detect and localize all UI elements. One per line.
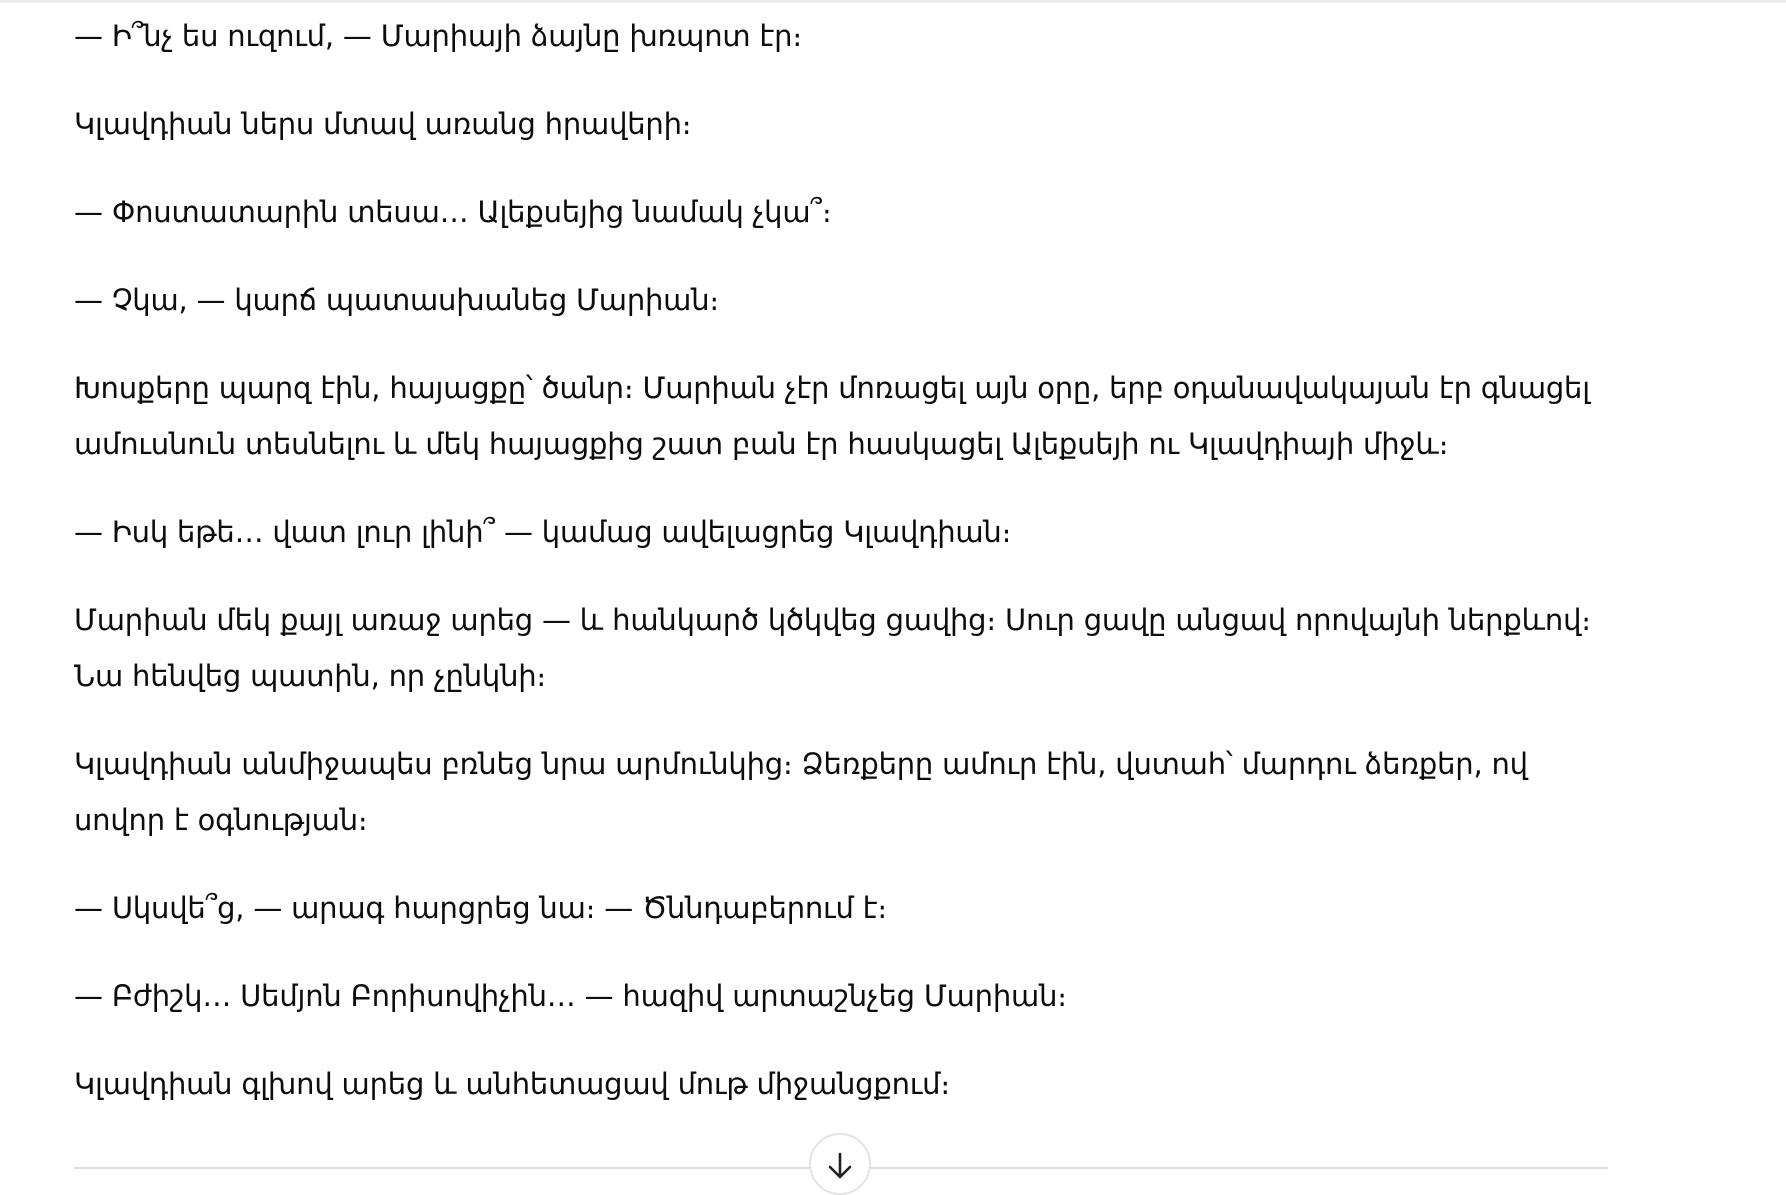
message-paragraph: Կլավդիան գլխով արեց և անհետացավ մութ միջանցքում։ bbox=[74, 1067, 950, 1101]
message-paragraph: — Չկա, — կարճ պատասխանեց Մարիան։ bbox=[74, 283, 719, 317]
message-paragraph: Մարիան մեկ քայլ առաջ արեց — և հանկարծ կծկվեց ցավից։ Սուր ցավը անցավ որովայնի ներքևով։ Նա հենվեց պատին, որ չընկնի։ bbox=[74, 603, 1591, 693]
message-paragraph: — Սկսվե՞ց, — արագ հարցրեց նա։ — Ծննդաբերում է։ bbox=[74, 891, 887, 925]
message-paragraph: Կլավդիան անմիջապես բռնեց նրա արմունկից։ Ձեռքերը ամուր էին, վստահ՝ մարդու ձեռքեր, ով սովոր է օգնության։ bbox=[74, 747, 1528, 837]
message-paragraph: — Փոստատարին տեսա… Ալեքսեյից նամակ չկա՞։ bbox=[74, 195, 832, 229]
message-paragraph: — Բժիշկ… Սեմյոն Բորիսովիչին… — հազիվ արտաշնչեց Մարիան։ bbox=[74, 979, 1067, 1013]
message-paragraph: — Իսկ եթե… վատ լուր լինի՞ — կամաց ավելացրեց Կլավդիան։ bbox=[74, 515, 1012, 549]
message-text bbox=[74, 0, 1614, 1144]
message-paragraph: — Ի՞նչ ես ուզում, — Մարիայի ձայնը խռպոտ էր։ bbox=[74, 19, 802, 53]
arrow-down-icon bbox=[825, 1151, 855, 1181]
message-paragraph: Կլավդիան ներս մտավ առանց հրավերի։ bbox=[74, 107, 692, 141]
message-paragraph: Խոսքերը պարզ էին, հայացքը՝ ծանր։ Մարիան չէր մոռացել այն օրը, երբ օդանավակայան էր գնացել ամուսնուն տեսնելու և մեկ հայացքից շատ բան էր հասկացել Ալեքսեյի ու Կլավդիայի միջև։ bbox=[74, 371, 1590, 461]
scroll-to-bottom-button[interactable] bbox=[809, 1133, 871, 1195]
